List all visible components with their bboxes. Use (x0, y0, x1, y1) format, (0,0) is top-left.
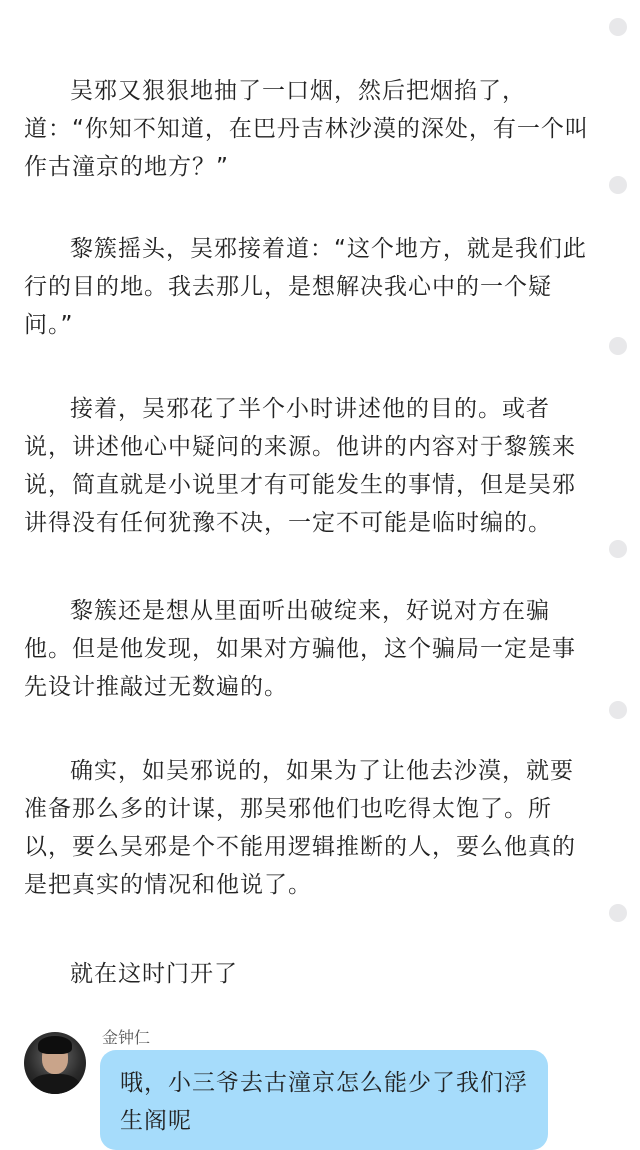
paragraph-6: 就在这时门开了 (70, 961, 238, 987)
paragraph-comment-marker[interactable] (609, 18, 627, 36)
paragraph-comment-marker[interactable] (609, 701, 627, 719)
comment-bubble[interactable]: 哦，小三爷去古潼京怎么能少了我们浮生阁呢 (100, 1050, 548, 1150)
paragraph-1: 吴邪又狠狠地抽了一口烟，然后把烟掐了，道：“你知不知道，在巴丹吉林沙漠的深处，有一个叫作古潼京的地方？” (24, 78, 589, 180)
paragraph-comment (24, 1028, 624, 1138)
paragraph-comment-marker[interactable] (609, 337, 627, 355)
paragraph-comment-marker[interactable] (609, 540, 627, 558)
paragraph-comment-marker[interactable] (609, 176, 627, 194)
paragraph-2: 黎簇摇头，吴邪接着道：“这个地方，就是我们此行的目的地。我去那儿，是想解决我心中的一个疑问。” (24, 236, 587, 338)
paragraph-comment-marker[interactable] (609, 904, 627, 922)
paragraph-3: 接着，吴邪花了半个小时讲述他的目的。或者说，讲述他心中疑问的来源。他讲的内容对于黎簇来说，简直就是小说里才有可能发生的事情，但是吴邪讲得没有任何犹豫不决，一定不可能是临时编的。 (24, 396, 576, 536)
avatar[interactable] (24, 1032, 86, 1094)
paragraph-4: 黎簇还是想从里面听出破绽来，好说对方在骗他。但是他发现，如果对方骗他，这个骗局一定是事先设计推敲过无数遍的。 (24, 598, 576, 700)
comment-user-name[interactable]: 金钟仁 (102, 1028, 151, 1047)
paragraph-5: 确实，如吴邪说的，如果为了让他去沙漠，就要准备那么多的计谋，那吴邪他们也吃得太饱了。所以，要么吴邪是个不能用逻辑推断的人，要么他真的是把真实的情况和他说了。 (24, 758, 576, 898)
